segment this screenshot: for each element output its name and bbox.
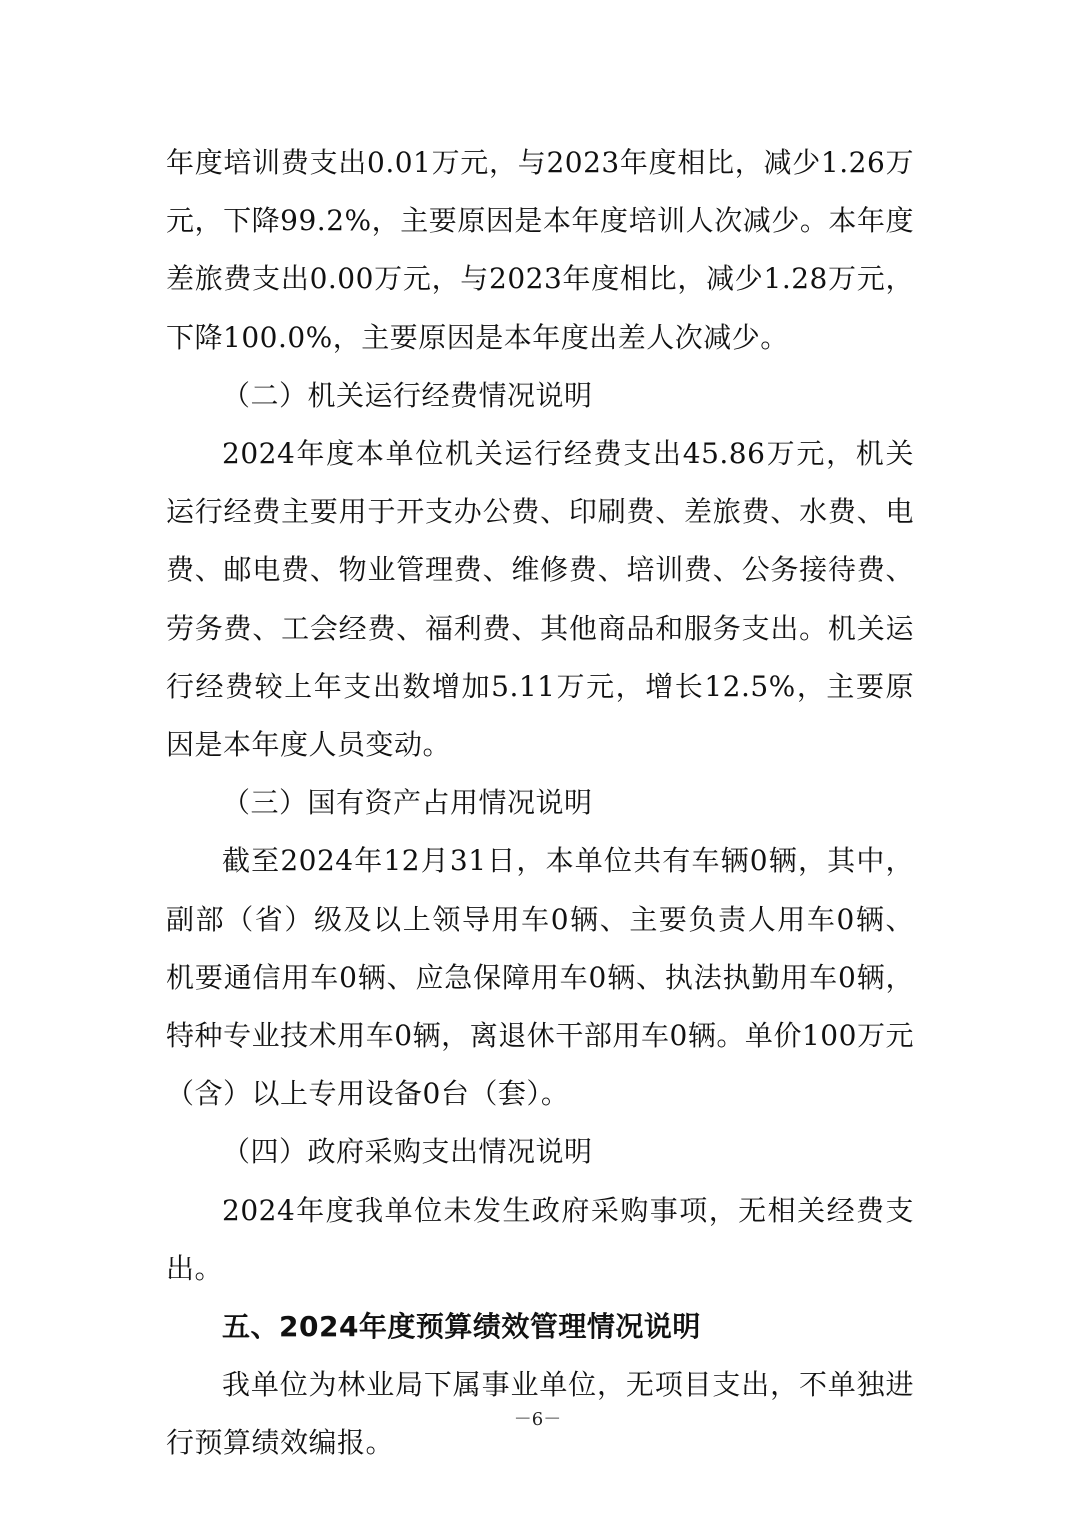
paragraph-agency-operating-expenses: 2024年度本单位机关运行经费支出45.86万元，机关运行经费主要用于开支办公费、印刷费、差旅费、水费、电费、邮电费、物业管理费、维修费、培训费、公务接待费、劳务费、工会经费、福利费、其他商品和服务支出。机关运行经费较上年支出数增加5.11万元，增长12.5%，主要原因是本年度人员变动。 <box>166 437 914 762</box>
subheading-state-assets: （三）国有资产占用情况说明 <box>222 786 593 820</box>
section-heading-performance-management: 五、2024年度预算绩效管理情况说明 <box>222 1310 701 1344</box>
paragraph-state-assets: 截至2024年12月31日，本单位共有车辆0辆，其中，副部（省）级及以上领导用车0辆、主要负责人用车0辆、机要通信用车0辆、应急保障用车0辆、执法执勤用车0辆，特种专业技术用车0辆，离退休干部用车0辆。单价100万元（含）以上专用设备0台（套）。 <box>166 844 914 1111</box>
subheading-government-procurement: （四）政府采购支出情况说明 <box>222 1135 593 1169</box>
paragraph-government-procurement: 2024年度我单位未发生政府采购事项，无相关经费支出。 <box>166 1193 914 1285</box>
subheading-agency-operating-expenses: （二）机关运行经费情况说明 <box>222 378 593 412</box>
paragraph-training-travel: 年度培训费支出0.01万元，与2023年度相比，减少1.26万元，下降99.2%，主要原因是本年度培训人次减少。本年度差旅费支出0.00万元，与2023年度相比，减少1.28万元，下降100.0%，主要原因是本年度出差人次减少。 <box>166 146 914 354</box>
document-body <box>166 134 914 1473</box>
paragraph-performance-management: 我单位为林业局下属事业单位，无项目支出，不单独进行预算绩效编报。 <box>166 1368 914 1460</box>
page-number: －6－ <box>513 1409 562 1430</box>
